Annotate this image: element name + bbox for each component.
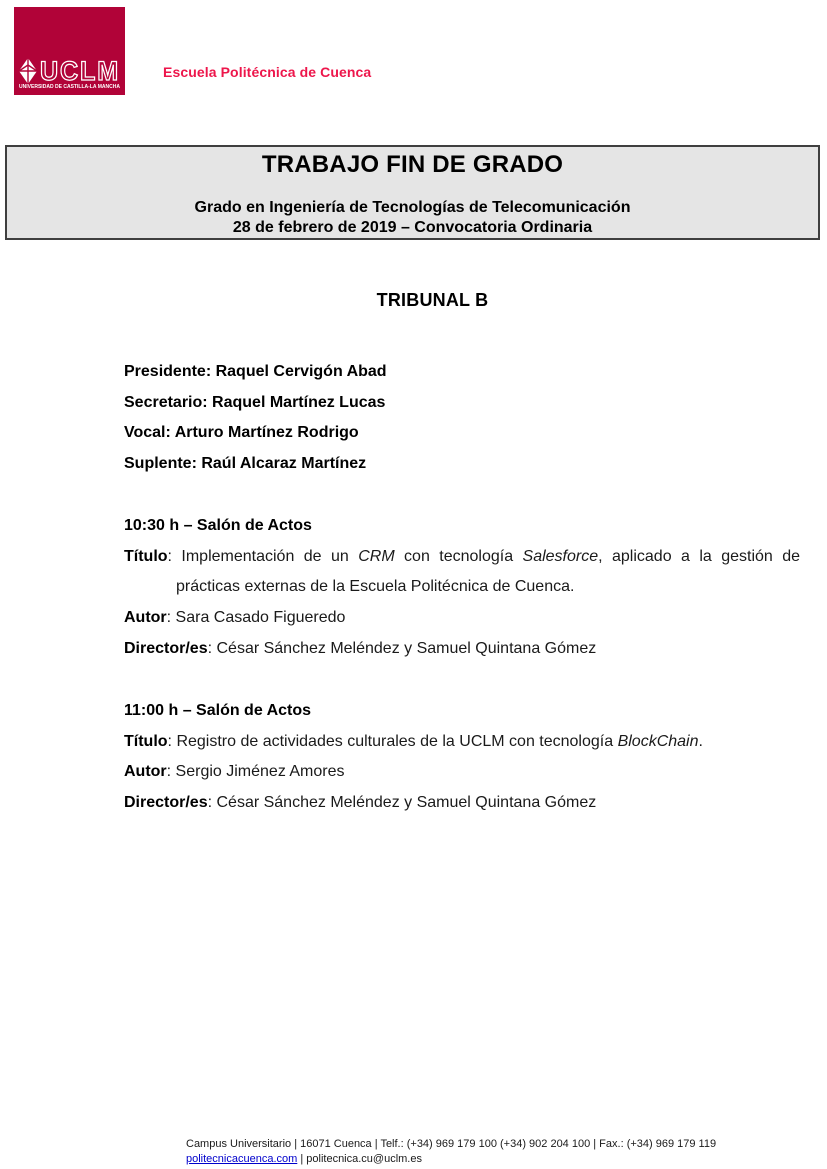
title-italic-term: Salesforce bbox=[522, 547, 599, 565]
member-name: Raquel Cervigón Abad bbox=[215, 363, 387, 380]
tribunal-members-list bbox=[124, 357, 800, 480]
member-row-suplente bbox=[124, 449, 800, 480]
member-row-secretario bbox=[124, 388, 800, 419]
document-title: TRABAJO FIN DE GRADO bbox=[261, 151, 564, 178]
session-directors bbox=[124, 634, 800, 665]
tribunal-heading: TRIBUNAL B bbox=[376, 290, 489, 310]
title-text: con tecnología bbox=[394, 547, 523, 565]
uclm-logo-graphic bbox=[14, 7, 125, 95]
member-role: Suplente: bbox=[124, 455, 197, 473]
author-name: : Sara Casado Figueredo bbox=[166, 609, 346, 627]
degree-name: Grado en Ingeniería de Tecnologías de Telecomunicación bbox=[194, 199, 631, 216]
member-role: Vocal: bbox=[124, 424, 171, 442]
logo-university-name: UNIVERSIDAD DE CASTILLA-LA MANCHA bbox=[19, 84, 121, 90]
member-role: Presidente: bbox=[124, 363, 212, 380]
title-italic-term: BlockChain bbox=[617, 732, 699, 750]
title-text: , aplicado a la gestión de prácticas externas de la Escuela Politécnica de Cuenca. bbox=[176, 547, 801, 596]
session-directors bbox=[124, 788, 800, 819]
title-text: : Implementación de un bbox=[167, 547, 359, 565]
title-italic-term: CRM bbox=[358, 547, 395, 565]
school-name: Escuela Politécnica de Cuenca bbox=[163, 64, 372, 80]
member-role: Secretario: bbox=[124, 393, 208, 411]
title-text: : Registro de actividades culturales de la UCLM con tecnología bbox=[167, 732, 618, 750]
member-name: Raquel Martínez Lucas bbox=[212, 393, 386, 411]
footer-links-line bbox=[186, 1152, 807, 1167]
title-text: . bbox=[698, 732, 703, 750]
author-label: Autor bbox=[124, 609, 167, 627]
footer-email: | politecnica.cu@uclm.es bbox=[297, 1152, 422, 1165]
website-link[interactable]: politecnicacuenca.com bbox=[186, 1152, 298, 1165]
title-label: Título bbox=[124, 547, 168, 565]
page-footer bbox=[186, 1137, 807, 1166]
member-row-vocal bbox=[124, 418, 800, 449]
title-box bbox=[5, 145, 820, 240]
uclm-logo bbox=[14, 7, 125, 95]
session-1 bbox=[124, 511, 800, 665]
session-title bbox=[124, 727, 800, 758]
member-name: Arturo Martínez Rodrigo bbox=[174, 424, 359, 442]
directors-label: Director/es bbox=[124, 794, 208, 812]
author-name: : Sergio Jiménez Amores bbox=[166, 763, 345, 781]
member-name: Raúl Alcaraz Martínez bbox=[201, 455, 367, 473]
directors-label: Director/es bbox=[124, 639, 208, 657]
directors-names: : César Sánchez Meléndez y Samuel Quintana Gómez bbox=[207, 794, 597, 812]
member-row-presidente bbox=[124, 357, 800, 388]
directors-names: : César Sánchez Meléndez y Samuel Quintana Gómez bbox=[207, 639, 597, 657]
title-label: Título bbox=[124, 732, 168, 750]
session-time-place: 11:00 h – Salón de Actos bbox=[124, 702, 312, 719]
author-label: Autor bbox=[124, 763, 167, 781]
footer-contact-line: Campus Universitario | 16071 Cuenca | Telf.: (+34) 969 179 100 (+34) 902 204 100 | Fax.: (+34) 969 179 119 bbox=[186, 1138, 717, 1150]
logo-acronym: UCLM bbox=[40, 56, 120, 86]
session-title bbox=[124, 542, 800, 603]
session-author bbox=[124, 603, 800, 634]
session-time-place: 10:30 h – Salón de Actos bbox=[124, 517, 312, 534]
session-author bbox=[124, 757, 800, 788]
session-2 bbox=[124, 696, 800, 819]
session-date: 28 de febrero de 2019 – Convocatoria Ordinaria bbox=[232, 219, 593, 236]
